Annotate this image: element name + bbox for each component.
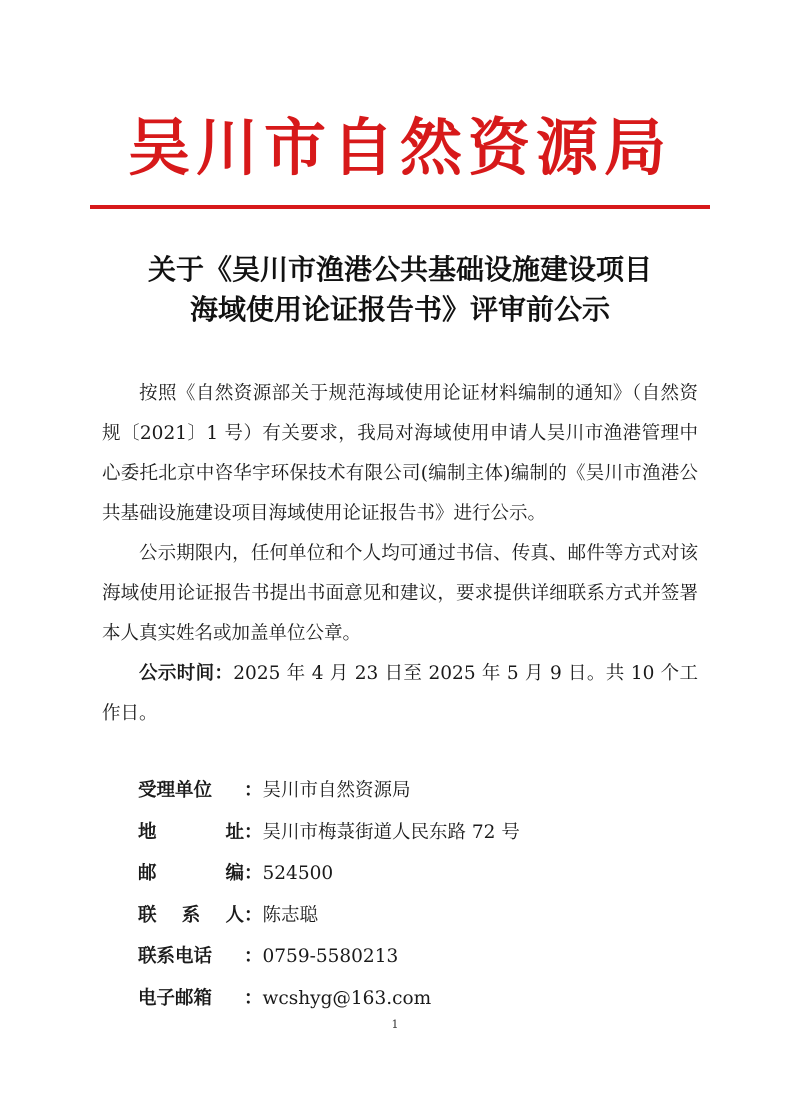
- contact-label: 联系电话: [138, 946, 213, 967]
- letterhead-red-rule: [90, 205, 710, 209]
- period-label: 公示时间：: [139, 663, 234, 684]
- letterhead-org-name: 吴川市自然资源局: [127, 111, 672, 184]
- contact-value: 吴川市梅菉街道人民东路 72 号: [262, 821, 520, 843]
- contact-row-person: [102, 895, 698, 937]
- contact-row-phone: [102, 936, 698, 978]
- contact-colon: ：: [244, 780, 263, 801]
- period-text: 2025 年 4 月 23 日至 2025 年 5 月 9 日。共 10 个工作日。: [102, 663, 698, 724]
- contact-label: 电子邮箱: [138, 987, 213, 1009]
- contact-row-address: [102, 812, 698, 854]
- contact-colon: ：: [244, 863, 263, 884]
- contact-label: 地址: [138, 821, 244, 843]
- page-number: 1: [391, 1018, 399, 1031]
- contact-colon: ：: [244, 904, 263, 926]
- contact-value: 0759-5580213: [262, 946, 399, 967]
- contact-colon: ：: [244, 987, 263, 1009]
- paragraph-period: [102, 654, 698, 734]
- contact-value: 陈志聪: [262, 904, 319, 926]
- contact-label: 联系人: [138, 904, 244, 926]
- contact-row-email: [102, 978, 698, 1020]
- contact-colon: ：: [244, 821, 263, 843]
- contact-block: [102, 770, 698, 1019]
- contact-value: 524500: [262, 863, 334, 884]
- paragraph-basis: 按照《自然资源部关于规范海域使用论证材料编制的通知》（自然资规〔2021〕1 号）有关要求，我局对海域使用申请人吴川市渔港管理中心委托北京中咨华宇环保技术有限公司(编制主体)编制的《吴川市渔港公共基础设施建设项目海域使用论证报告书》进行公示。: [102, 383, 698, 524]
- contact-colon: ：: [244, 946, 263, 967]
- contact-row-unit: [102, 770, 698, 812]
- notice-body: [102, 374, 698, 734]
- notice-title-line-1: 关于《吴川市渔港公共基础设施建设项目: [147, 253, 652, 286]
- contact-row-postcode: [102, 853, 698, 895]
- notice-title: [90, 250, 710, 330]
- contact-value: 吴川市自然资源局: [262, 780, 411, 801]
- contact-label: 邮编: [138, 863, 244, 884]
- contact-value: wcshyg@163.com: [262, 987, 432, 1009]
- notice-title-line-2: 海域使用论证报告书》评审前公示: [189, 293, 610, 326]
- contact-label: 受理单位: [138, 780, 213, 801]
- paragraph-feedback: 公示期限内，任何单位和个人均可通过书信、传真、邮件等方式对该海域使用论证报告书提出书面意见和建议，要求提供详细联系方式并签署本人真实姓名或加盖单位公章。: [102, 543, 698, 644]
